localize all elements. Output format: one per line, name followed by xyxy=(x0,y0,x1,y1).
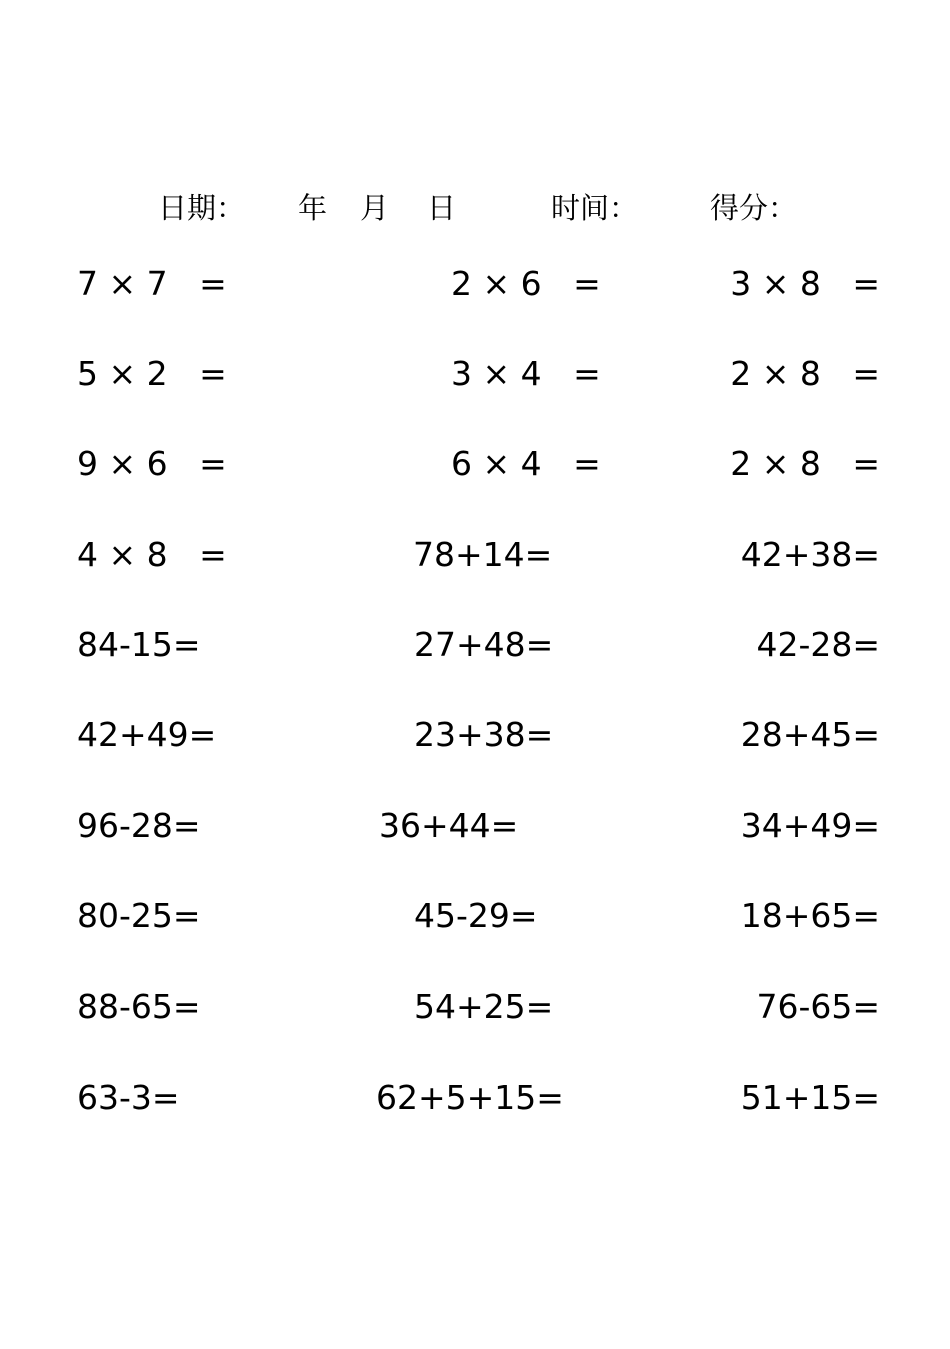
problem-row9-middle: 54+25= xyxy=(414,987,554,1026)
problem-row8-left: 80-25= xyxy=(77,896,201,935)
problem-row7-middle: 36+44= xyxy=(379,806,519,845)
problem-row1-left: 7 × 7 = xyxy=(77,264,227,303)
problem-row5-left: 84-15= xyxy=(77,625,201,664)
problem-row2-left: 5 × 2 = xyxy=(77,354,227,393)
time-label: 时间： xyxy=(551,191,639,225)
problem-row9-left: 88-65= xyxy=(77,987,201,1026)
problem-row1-middle: 2 × 6 = xyxy=(451,264,601,303)
problem-row10-right: 51+15= xyxy=(740,1078,880,1117)
problem-row2-right: 2 × 8 = xyxy=(730,354,880,393)
problem-row4-left: 4 × 8 = xyxy=(77,535,227,574)
month-label: 月 xyxy=(360,191,390,225)
problem-row2-middle: 3 × 4 = xyxy=(451,354,601,393)
problem-row1-right: 3 × 8 = xyxy=(730,264,880,303)
problem-row5-right: 42-28= xyxy=(756,625,880,664)
year-label: 年 xyxy=(298,191,328,225)
problem-row7-right: 34+49= xyxy=(740,806,880,845)
date-label: 日期： xyxy=(158,191,246,225)
problem-row3-right: 2 × 8 = xyxy=(730,444,880,483)
worksheet-header xyxy=(0,188,950,228)
problem-row6-right: 28+45= xyxy=(740,715,880,754)
day-label: 日 xyxy=(427,191,457,225)
problem-row9-right: 76-65= xyxy=(756,987,880,1026)
problem-row5-middle: 27+48= xyxy=(414,625,554,664)
problem-row10-middle: 62+5+15= xyxy=(376,1078,564,1117)
score-label: 得分： xyxy=(710,191,798,225)
problem-row6-left: 42+49= xyxy=(77,715,217,754)
problem-row7-left: 96-28= xyxy=(77,806,201,845)
problem-row8-middle: 45-29= xyxy=(414,896,538,935)
problem-row6-middle: 23+38= xyxy=(414,715,554,754)
problem-row8-right: 18+65= xyxy=(740,896,880,935)
problem-row4-middle: 78+14= xyxy=(413,535,553,574)
problem-row3-left: 9 × 6 = xyxy=(77,444,227,483)
problem-row10-left: 63-3= xyxy=(77,1078,180,1117)
problem-row3-middle: 6 × 4 = xyxy=(451,444,601,483)
problem-row4-right: 42+38= xyxy=(740,535,880,574)
